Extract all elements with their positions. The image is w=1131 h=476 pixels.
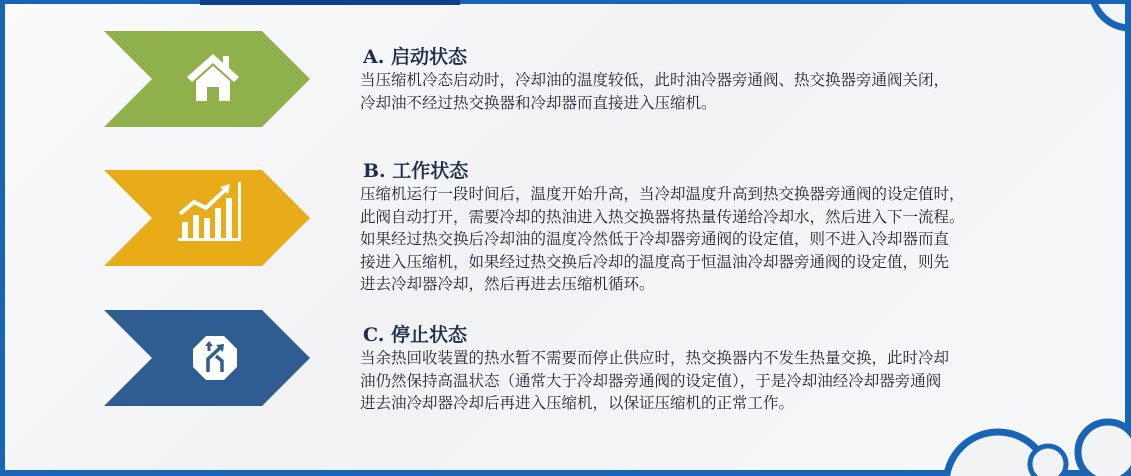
chevron-badge-working xyxy=(104,170,310,266)
house-icon xyxy=(184,51,242,103)
chevron-badge-stop xyxy=(104,310,310,406)
section-working xyxy=(360,160,965,296)
section-heading: C. 停止状态 xyxy=(363,324,468,346)
split-arrows-icon xyxy=(192,335,238,381)
section-heading: A. 启动状态 xyxy=(363,46,467,68)
section-body: 当余热回收装置的热水暂不需要而停止供应时，热交换器内不发生热量交换，此时冷却 油仍然保持高温状态（通常大于冷却器旁通阀的设定值），于是冷却油经冷却器旁通阀 进去油冷却器冷却后再进入压缩机，以保证压缩机的正常工作。 xyxy=(360,349,950,412)
top-accent-bar xyxy=(200,0,460,5)
section-stop xyxy=(360,324,949,415)
section-heading: B. 工作状态 xyxy=(363,160,469,182)
chevron-badge-start xyxy=(104,31,310,127)
section-body: 压缩机运行一段时间后，温度开始升高，当冷却温度升高到热交换器旁通阀的设定值时， 此阀自动打开，需要冷却的热油进入热交换器将热量传递给冷却水，然后进入下一流程。 如果经过热交换后冷却油的温度冷然低于冷却器旁通阀的设定值，则不进入冷却器而直 接进入压缩机，如果经过热交换后冷却的温度高于恒温油冷却器旁通阀的设定值，则先 进去冷却器冷却，然后再进去压缩机循环。 xyxy=(360,185,965,293)
section-start xyxy=(360,46,949,114)
growth-chart-icon xyxy=(176,180,244,244)
section-body: 当压缩机冷态启动时，冷却油的温度较低，此时油冷器旁通阀、热交换器旁通阀关闭， 冷却油不经过热交换器和冷却器而直接进入压缩机。 xyxy=(360,71,950,112)
